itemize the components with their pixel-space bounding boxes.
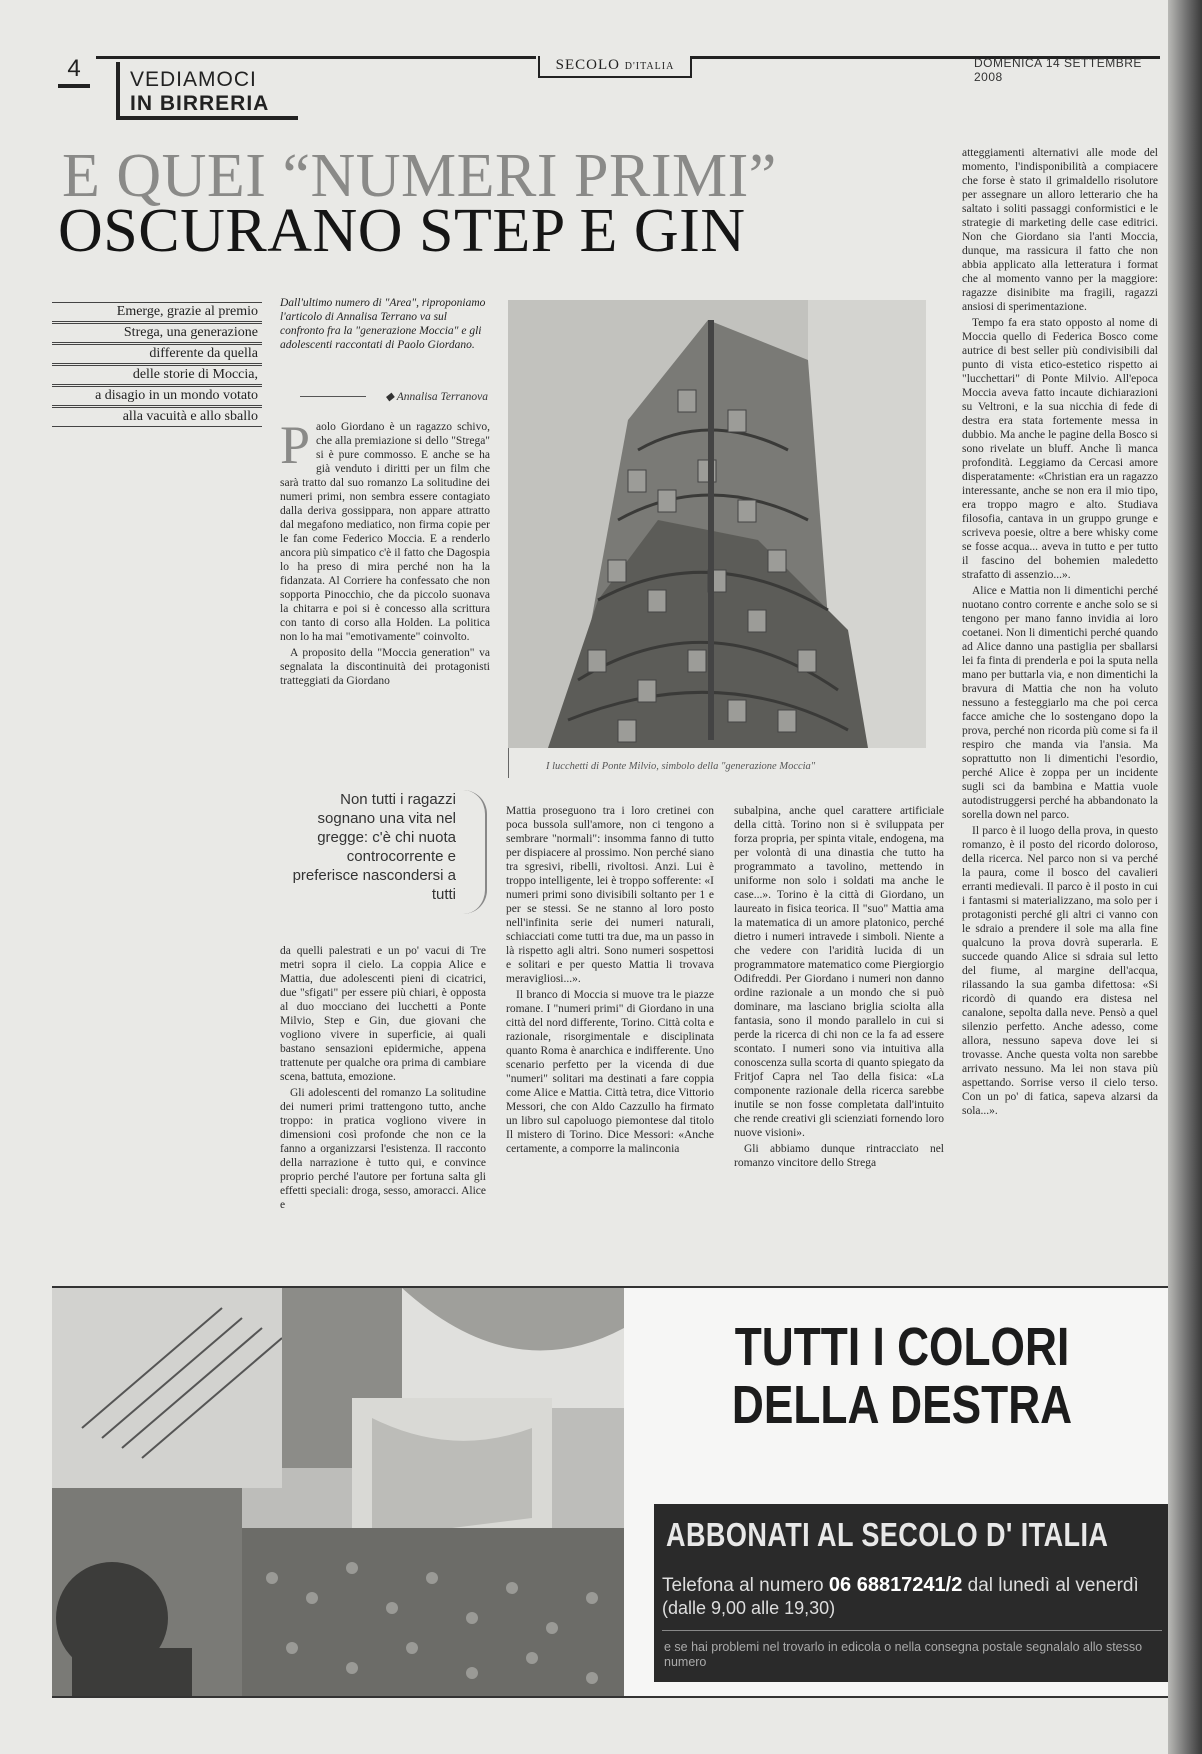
ad-divider xyxy=(662,1630,1162,1631)
paragraph: A proposito della "Moccia generation" va segnalata la discontinuità dei protagonisti tratteggiati da Giordano xyxy=(280,647,490,687)
headline-line2: OSCURANO STEP E GIN xyxy=(58,197,746,265)
ad-hours: (dalle 9,00 alle 19,30) xyxy=(662,1598,836,1618)
photo-caption: I lucchetti di Ponte Milvio, simbolo della "generazione Moccia" xyxy=(546,761,816,772)
dropcap: P xyxy=(280,415,311,475)
paragraph: Mattia proseguono tra i loro cretinei con poca bussola sull'amore, non ci tengono a sembrare "normali": insomma fanno di tutto per dispiacere al prossimo. Non perché siano tra sgresivi, ribelli, rivoltosi. Anzi. Lui è troppo intelligente, lei è troppo sofferente: «I numeri primi sono divisibili soltanto per 1 e per se stessi. Se ne stanno al loro posto nell'infinita serie dei numeri naturali, schiacciati come tutti tra due, ma un passo in là rispetto agli altri. Sono numeri sospettosi e solitari e per questo Mattia li trovava meravigliosi...». xyxy=(506,805,714,985)
article-column-1 xyxy=(280,415,490,690)
rubric-underline xyxy=(116,116,298,120)
summary-line: alla vacuità e allo sballo xyxy=(52,407,262,427)
paragraph: Alice e Mattia non li dimentichi perché nuotano contro corrente e anche solo se si tengono per mano fanno invidia ai loro coetanei. Non li dimentichi perché quando ad Alice danno una pastiglia per sballarsi lei fa finta di prenderla e poi la sputa nella mano per buttarla via, e non dimentichi la bravura di Mattia che non ha voluto nessuno a festeggiarlo ma che poi cerca facce amiche che lo sostengano dopo la prova, perché non ricorda più come si fa il respiro che manda via l'ansia. Ma soprattutto non li dimentichi l'esordio, perché Alice è zoppa per un incidente sugli sci da bambina e Mattia vuole autodistruggersi perché ha abbandonato la sorella down nel parco. xyxy=(962,585,1158,821)
rubric-line2: IN BIRRERIA xyxy=(130,92,270,115)
article-column-3 xyxy=(506,804,714,1158)
section-rubric xyxy=(116,62,302,118)
byline-author: Annalisa Terranova xyxy=(396,391,488,403)
padlocks-illustration xyxy=(508,300,926,748)
ad-subscribe-heading: ABBONATI AL SECOLO D' ITALIA xyxy=(666,1516,1109,1553)
paragraph: Tempo fa era stato opposto al nome di Moccia quello di Federica Bosco come autrice di best seller più condivisibili dal punto di vista etico-estetico rispetto ai "lucchettari" di Ponte Milvio. All'epoca Moccia aveva fatto incaute dichiarazioni su Veltroni, e la sua nicchia di fede di destra era stata fortemente messa in dubbio. Ma anche le pagine della Bosco si sono rivelate un bluff. Anche lì manca profondità. Leggiamo da Cercasi amore disperatamente: «Christian era un ragazzo interessante, anche se non era il mio tipo, era troppo magro e alto. Studiava filosofia, cantava in un gruppo grunge e scriveva poesie, oltre a bere whisky come se fosse acqua... aveva in tutto e per tutto il fascino del bohemien maledetto strafatto di assenzio...». xyxy=(962,317,1158,581)
header-rule-left xyxy=(96,56,536,59)
padlocks-photo xyxy=(508,300,926,748)
paragraph: Gli abbiamo dunque rintracciato nel romanzo vincitore dello Strega xyxy=(734,1143,944,1169)
paragraph: Il branco di Moccia si muove tra le piazze romane. I "numeri primi" di Giordano in una città del nord differente, Torino. Città colta e razionale, risorgimentale e disciplinata quanto Roma è anarchica e indifferente. Uno scenario perfetto per la vicenda di due "numeri" solitari ma destinati a fare coppia come Alice e Mattia. Città tetra, dice Vittorio Messori, che con Aldo Cazzullo ha firmato un libro sul capoluogo piemontese dal titolo Il mistero di Torino. Dice Messori: «Anche certamente, a comporre la malinconia xyxy=(506,989,714,1155)
issue-date: DOMENICA 14 SETTEMBRE 2008 xyxy=(974,56,1142,84)
ad-phone-suffix: dal lunedì al venerdì xyxy=(967,1575,1139,1596)
masthead-title: SECOLO xyxy=(555,57,621,73)
summary-line: differente da quella xyxy=(52,344,262,364)
page-spine-shadow xyxy=(1168,0,1202,1754)
article-column-4 xyxy=(734,804,944,1172)
pull-quote: Non tutti i ragazzi sognano una vita nel gregge: c'è chi nuota controcorrente e preferisce nascondersi a tutti xyxy=(292,791,456,903)
ad-title-line2: DELLA DESTRA xyxy=(731,1375,1073,1435)
pull-quote-bracket xyxy=(463,790,487,914)
rubric-line1: VEDIAMOCI xyxy=(130,68,257,91)
masthead xyxy=(538,56,692,78)
paragraph: Gli adolescenti del romanzo La solitudine dei numeri primi trattengono tutto, anche troppo: in pratica vogliono vivere in dimensioni così profonde che non ce la fanno a organizzarsi l'esistenza. Il racconto della narrazione è tutto qui, e convince proprio perché l'autore per fortuna salta gli effetti speciali: droga, sesso, amoracci. Alice e xyxy=(280,1087,486,1211)
summary-line: delle storie di Moccia, xyxy=(52,365,262,385)
summary-line: Emerge, grazie al premio xyxy=(52,302,262,322)
article-column-2 xyxy=(280,944,486,1214)
ad-phone-prefix: Telefona al numero xyxy=(662,1575,824,1596)
summary-box xyxy=(52,302,262,428)
masthead-suffix: D'ITALIA xyxy=(624,61,675,72)
paragraph: Il parco è il luogo della prova, in questo romanzo, è il posto del ricordo doloroso, della ricerca. Nel parco non si va perché la paura, come il bosco del cavalieri erranti medievali. Il parco è il posto in cui i fantasmi si materializzano, ma solo per i protagonisti perché gli altri ci vanno con le sdraio a prendere il sole ma alla fine qualcuno la prova dovrà superarla. E succede quando Alice si sdraia sul letto del fiume, al margine dell'acqua, rilassando la sua gamba difettosa: «Si ricordò di quando era distesa nel canalone, sepolta dalla neve. Pensò a quel silenzio perfetto. Anche adesso, come allora, nessuno sapeva dove lei si trovasse. Anche questa volta non sarebbe arrivato nessuno. Ma lei non stava più aspettando. Sorrise verso il cielo terso. Con un po' di fatica, sapeva alzarsi da sola...». xyxy=(962,825,1158,1117)
headline-line1: E QUEI “NUMERI PRIMI” xyxy=(62,142,777,210)
paragraph: da quelli palestrati e un po' vacui di Tre metri sopra il cielo. La coppia Alice e Mattia, due adolescenti pieni di cicatrici, due "sfigati" per essere più chiari, è opposta al duo mocciano dei lucchetti a Ponte Milvio, Step e Gin, due giovani che vogliono vivere in superficie, ai quali bastano sensazioni epidermiche, appena trattenute per qualche ora prima di cambiare scena, battuta, emozione. xyxy=(280,945,486,1083)
ad-title xyxy=(697,1318,1107,1434)
summary-line: a disagio in un mondo votato xyxy=(52,386,262,406)
ad-phone-line xyxy=(662,1574,1168,1597)
article-column-5 xyxy=(962,146,1158,1120)
ad-title-line1: TUTTI I COLORI xyxy=(734,1317,1070,1377)
paragraph: subalpina, anche quel carattere artificiale della città. Torino non si è sviluppata per forza propria, per spinta vitale, endogena, ma per volontà di una dinastia che tutto ha programmato a tavolino, mettendo in uniforme non solo i soldati ma anche le case...». Torino è la città di Giordano, un laureato in fisica teorica. Il "suo" Mattia ama la matematica di un amore platonico, perché dietro i numeri intravede i simboli. Niente a che vedere con l'aridità lucida di un programmatore matematico come Piergiorgio Odifreddi. Per Giordano i numeri non danno ordine razionale a un mondo che si può dominare, ma lasciano briglia sciolta alla fantasia, sono il mondo parallelo in cui si perde la ricerca di chi non ce la fa ad essere scontato. I numeri sono via intuitiva alla conoscenza sulla scorta di quanto spiegato da Fritjof Capra nel Tao della fisica: «La componente razionale della ricerca sarebbe inutile se non fosse completata dall'intuito che rende creativi gli scienziati fornendo loro nuove visioni». xyxy=(734,805,944,1139)
subscription-ad xyxy=(52,1286,1168,1698)
ad-collage-image xyxy=(52,1288,624,1696)
paragraph: atteggiamenti alternativi alle mode del momento, l'indisponibilità a compiacere che forse è stato il grimaldello risolutore per assegnare un alloro letterario che ha saltato i soliti passaggi conformistici e le strategie di marketing delle case editrici. Non che Giordano sia l'anti Moccia, dunque, ma rassicura il fatto che non abbia applicato alla letteratura i format che al momento vanno per la maggiore: ragazze disinibite ma fragili, ragazzi ansiosi di sperimentazione. xyxy=(962,147,1158,313)
page-number: 4 xyxy=(58,56,90,88)
ad-phone-number: 06 68817241/2 xyxy=(828,1574,963,1596)
intro-text: Dall'ultimo numero di "Area", riproponiamo l'articolo di Annalisa Terrano va sul confronto fra la "generazione Moccia" e gli adolescenti raccontati di Paolo Giordano. xyxy=(280,297,486,351)
ad-note: e se hai problemi nel trovarlo in edicola o nella consegna postale segnalalo allo stesso numero xyxy=(664,1640,1143,1669)
paragraph: aolo Giordano è un ragazzo schivo, che alla premiazione si dello "Strega" si è pure commosso. E anche se ha già venduto i diritti per un film che sarà tratto dal suo romanzo La solitudine dei numeri primi, non sembra essere contagiato dalla deriva gossippara, non appare attratto dal megafono mediatico, non firma copie per le fan come Federico Moccia. E a renderlo ancora più simpatico c'è il fatto che Dagospia lo ha preso di mira perché non ha la fidanzata. Al Corriere ha confessato che non sopporta Pinocchio, che da piccolo suonava la chitarra e poi si è concesso alla scrittura con tanto di corso alla Holden. La politica non lo ha mai "emotivamente" coinvolto. xyxy=(280,421,490,643)
summary-line: Strega, una generazione xyxy=(52,323,262,343)
byline: ◆ Annalisa Terranova xyxy=(385,391,488,403)
